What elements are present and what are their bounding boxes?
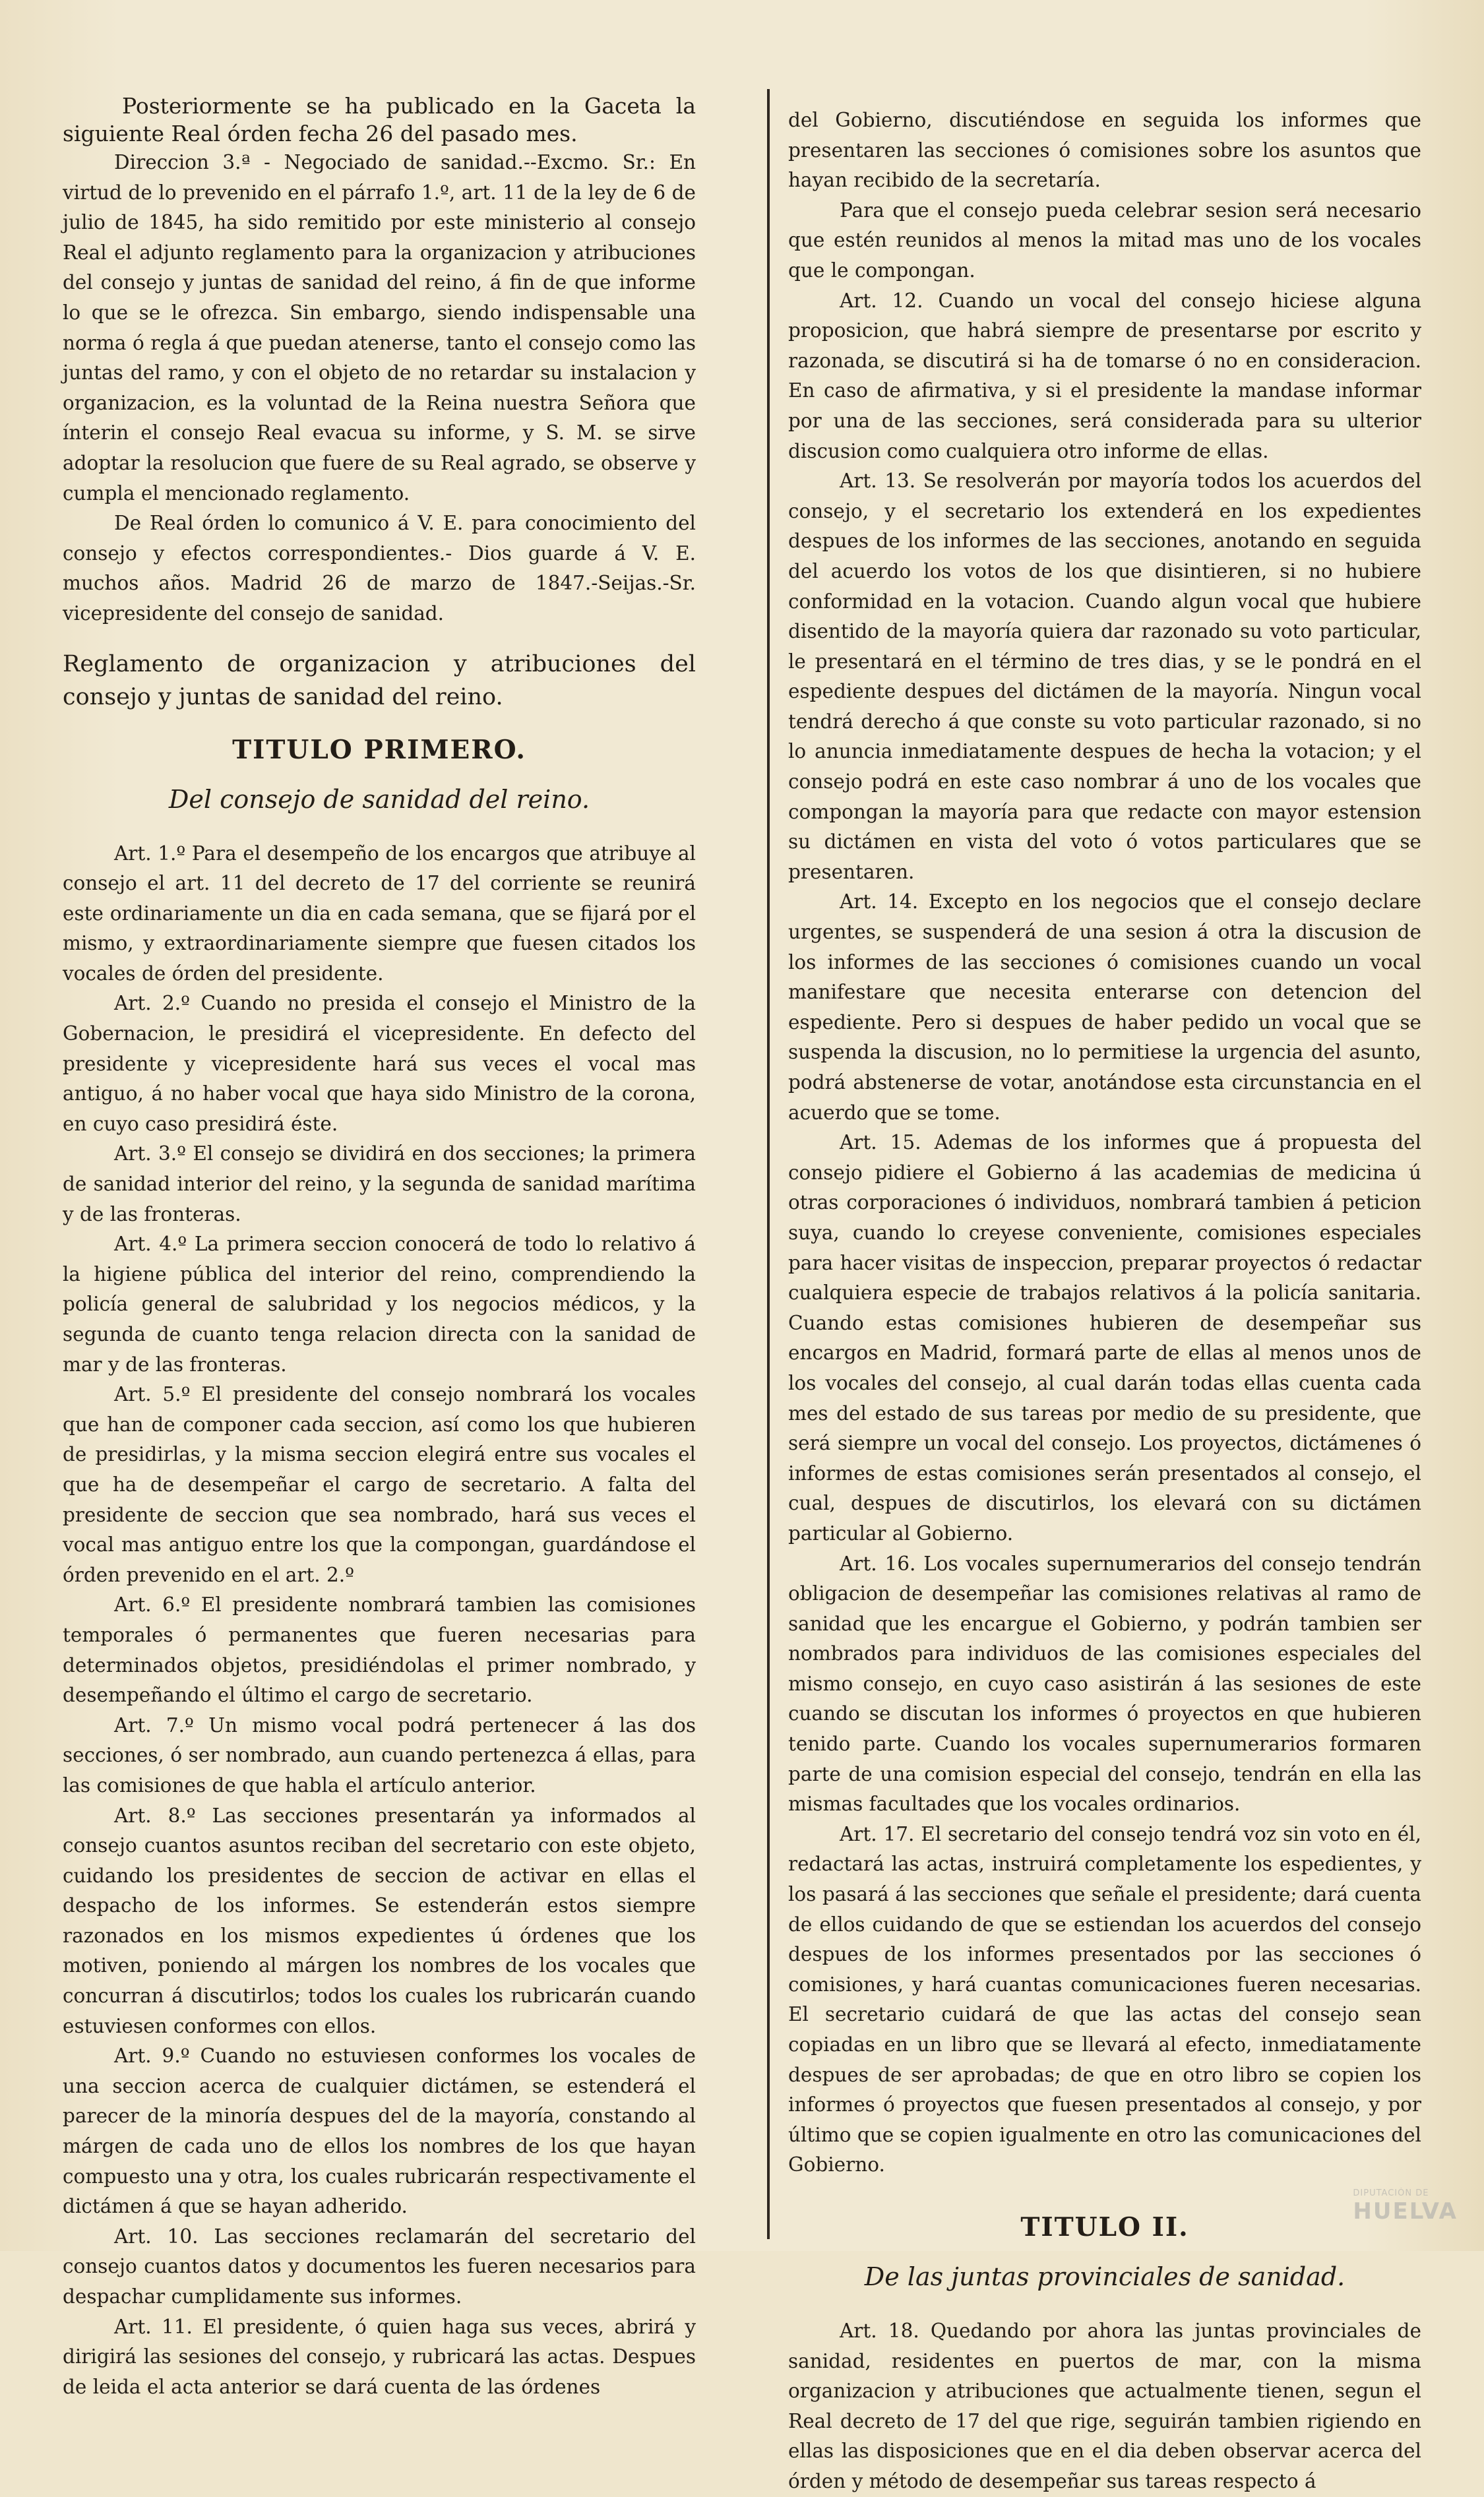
article-4: Art. 4.º La primera seccion conocerá de todo lo relativo á la higiene pública del interior del reino, comprendiendo la policía general de salubridad y los negocios médicos, y la segunda de cuanto tenga relacion directa con la sanidad de mar y de las fronteras.	[63, 1233, 696, 1376]
intro-paragraph: Posteriormente se ha publicado en la Gaceta la siguiente Real órden fecha 26 del pasado mes.	[63, 93, 696, 146]
article-1: Art. 1.º Para el desempeño de los encargos que atribuye al consejo el art. 11 del decreto de 17 del corriente se reunirá este ordinariamente un dia en cada semana, que se fijará por el mismo, y extraordinariamente siempre que fuesen citados los vocales de órden del presidente.	[63, 842, 696, 985]
article-18: Art. 18. Quedando por ahora las juntas provinciales de sanidad, residentes en puertos de mar, con la misma organizacion y atribuciones que actualmente tienen, segun el Real decreto de 17 del que rige, seguirán tambien rigiendo en ellas las disposiciones que en el dia deben observar acerca del órden y método de desempeñar sus tareas respecto á	[788, 2319, 1421, 2492]
archive-watermark	[1353, 2188, 1458, 2225]
article-11: Art. 11. El presidente, ó quien haga sus veces, abrirá y dirigirá las sesiones del consejo, y rubricará las actas. Despues de leida el acta anterior se dará cuenta de las órdenes	[63, 2315, 696, 2398]
article-9: Art. 9.º Cuando no estuviesen conformes los vocales de una seccion acerca de cualquier dictámen, se estenderá el parecer de la minoría despues del de la mayoría, constando al márgen de cada uno de ellos los nombres de los que hayan compuesto una y otra, los cuales rubricarán respectivamente el dictámen á que se hayan adherido.	[63, 2045, 696, 2218]
article-17: Art. 17. El secretario del consejo tendrá voz sin voto en él, redactará las actas, instruirá completamente los espedientes, y los pasará á las secciones que señale el presidente; dará cuenta de ellos cuidando de que se estiendan los acuerdos del consejo despues de los informes presentados por las secciones ó comisiones, y hará cuantas comunicaciones fueren necesarias. El secretario cuidará de que las actas del consejo sean copiadas en un libro que se llevará al efecto, inmediatamente despues de ser aprobadas; de que en otro libro se copien los informes ó proyectos que fuesen presentados al consejo, y por último que se copien igualmente en otro las comunicaciones del Gobierno.	[788, 1822, 1421, 2176]
article-14: Art. 14. Excepto en los negocios que el consejo declare urgentes, se suspenderá de una sesion á otra la discusion de los informes de las secciones ó comisiones cuando un vocal manifestare que necesita enterarse con detencion del espediente. Pero si despues de haber pedido un vocal que se suspenda la discusion, no lo permitiese la urgencia del asunto, podrá abstenerse de votar, anotándose esta circunstancia en el acuerdo que se tome.	[788, 890, 1421, 1124]
article-5: Art. 5.º El presidente del consejo nombrará los vocales que han de componer cada seccion, así como los que hubieren de presidirlas, y la misma seccion elegirá entre sus vocales el que ha de desempeñar el cargo de secretario. A falta del presidente de seccion que sea nombrado, hará sus veces el vocal mas antiguo entre los que la compongan, guardándose el órden prevenido en el art. 2.º	[63, 1383, 696, 1586]
article-15: Art. 15. Ademas de los informes que á propuesta del consejo pidiere el Gobierno á las academias de medicina ú otras corporaciones ó individuos, nombrará tambien á peticion suya, cuando lo creyese conveniente, comisiones especiales para hacer visitas de inspeccion, preparar proyectos ó redactar cualquiera especie de trabajos relativos á la policía sanitaria. Cuando estas comisiones hubieren de desempeñar sus encargos en Madrid, formará parte de ellas al menos unos de los vocales del consejo, al cual darán todas ellas cuenta cada mes del estado de sus tareas por medio de su presidente, que será siempre un vocal del consejo. Los proyectos, dictámenes ó informes de estas comisiones serán presentados al consejo, el cual, despues de discutirlos, los elevará con su dictámen particular al Gobierno.	[788, 1131, 1421, 1545]
article-16: Art. 16. Los vocales supernumerarios del consejo tendrán obligacion de desempeñar las comisiones relativas al ramo de sanidad que les encargue el Gobierno, y podrán tambien ser nombrados para individuos de las comisiones especiales del mismo consejo, en cuyo caso asistirán á las sesiones de este cuando se discutan los informes ó proyectos en que hubieren tenido parte. Cuando los vocales supernumerarios formaren parte de una comision especial del consejo, tendrán en ella las mismas facultades que los vocales ordinarios.	[788, 1552, 1421, 1816]
quorum-paragraph: Para que el consejo pueda celebrar sesion será necesario que estén reunidos al menos la mitad mas uno de los vocales que le compongan.	[788, 199, 1421, 282]
watermark-small-text: DIPUTACIÓN DE	[1353, 2188, 1429, 2198]
article-12: Art. 12. Cuando un vocal del consejo hiciese alguna proposicion, que habrá siempre de presentarse por escrito y razonada, se discutirá si ha de tomarse ó no en consideracion. En caso de afirmativa, y si el presidente la mandase informar por una de las secciones, será considerada para su ulterior discusion como cualquiera otro informe de ellas.	[788, 289, 1421, 462]
article-10: Art. 10. Las secciones reclamarán del secretario del consejo cuantos datos y documentos les fueren necesarios para despachar cumplidamente sus informes.	[63, 2225, 696, 2308]
right-column	[788, 106, 1421, 2497]
article-3: Art. 3.º El consejo se dividirá en dos secciones; la primera de sanidad interior del reino, y la segunda de sanidad marítima y de las fronteras.	[63, 1142, 696, 1225]
titulo-primero-heading: TITULO PRIMERO.	[232, 734, 526, 765]
watermark-text: HUELVA	[1353, 2198, 1458, 2225]
article-13: Art. 13. Se resolverán por mayoría todos los acuerdos del consejo, y el secretario los extenderá en los expedientes despues de los informes de las secciones, anotando en seguida del acuerdo los votos de los que disintieren, si no hubiere conformidad en la votacion. Cuando algun vocal que hubiere disentido de la mayoría quiera dar razonado su voto particular, le presentará en el término de tres dias, y se le pondrá en el espediente despues del dictámen de la mayoría. Ningun vocal tendrá derecho á que conste su voto particular razonado, si no lo anuncia inmediatamente despues de hecha la votacion; y el consejo podrá en este caso nombrar á uno de los vocales que compongan la mayoría para que redacte con mayor estension su dictámen en vista del voto ó votos particulares que se presentaren.	[788, 470, 1421, 883]
article-11-continuation: del Gobierno, discutiéndose en seguida los informes que presentaren las secciones ó comisiones sobre los asuntos que hayan recibido de la secretaría.	[788, 109, 1421, 192]
titulo-ii-subheading: De las juntas provinciales de sanidad.	[864, 2262, 1345, 2291]
titulo-primero-subheading: Del consejo de sanidad del reino.	[168, 784, 590, 814]
article-2: Art. 2.º Cuando no presida el consejo el Ministro de la Gobernacion, le presidirá el vicepresidente. En defecto del presidente y vicepresidente hará sus veces el vocal mas antiguo, á no haber vocal que haya sido Ministro de la corona, en cuyo caso presidirá éste.	[63, 992, 696, 1135]
article-7: Art. 7.º Un mismo vocal podrá pertenecer á las dos secciones, ó ser nombrado, aun cuando pertenezca á ellas, para las comisiones de que habla el artículo anterior.	[63, 1713, 696, 1797]
direccion-paragraph: Direccion 3.ª - Negociado de sanidad.--Excmo. Sr.: En virtud de lo prevenido en el párrafo 1.º, art. 11 de la ley de 6 de julio de 1845, ha sido remitido por este ministerio al consejo Real el adjunto reglamento para la organizacion y atribuciones del consejo y juntas de sanidad del reino, á fin de que informe lo que se le ofrezca. Sin embargo, siendo indispensable una norma ó regla á que puedan atenerse, tanto el consejo como las juntas del ramo, y con el objeto de no retardar su instalacion y organizacion, es la voluntad de la Reina nuestra Señora que ínterin el consejo Real evacua su informe, y S. M. se sirve adoptar la resolucion que fuere de su Real agrado, se observe y cumpla el mencionado reglamento.	[63, 151, 696, 505]
column-divider	[767, 89, 770, 2239]
article-6: Art. 6.º El presidente nombrará tambien las comisiones temporales ó permanentes que fueren necesarias para determinados objetos, presidiéndolas el primer nombrado, y desempeñando el último el cargo de secretario.	[63, 1593, 696, 1707]
article-8: Art. 8.º Las secciones presentarán ya informados al consejo cuantos asuntos reciban del secretario con este objeto, cuidando los presidentes de seccion de activar en ellas el despacho de los informes. Se estenderán estos siempre razonados en los mismos expedientes ú órdenes que los motiven, poniendo al márgen los nombres de los vocales que concurran á discutirlos; todos los cuales los rubricarán cuando estuviesen conformes con ellos.	[63, 1804, 696, 2037]
reglamento-title: Reglamento de organizacion y atribuciones del consejo y juntas de sanidad del reino.	[63, 650, 696, 710]
titulo-ii-heading: TITULO II.	[1020, 2211, 1189, 2242]
signature-paragraph: De Real órden lo comunico á V. E. para conocimiento del consejo y efectos correspondientes.- Dios guarde á V. E. muchos años. Madrid 26 de marzo de 1847.-Seijas.-Sr. vicepresidente del consejo de sanidad.	[63, 512, 696, 625]
left-column	[63, 92, 696, 2402]
